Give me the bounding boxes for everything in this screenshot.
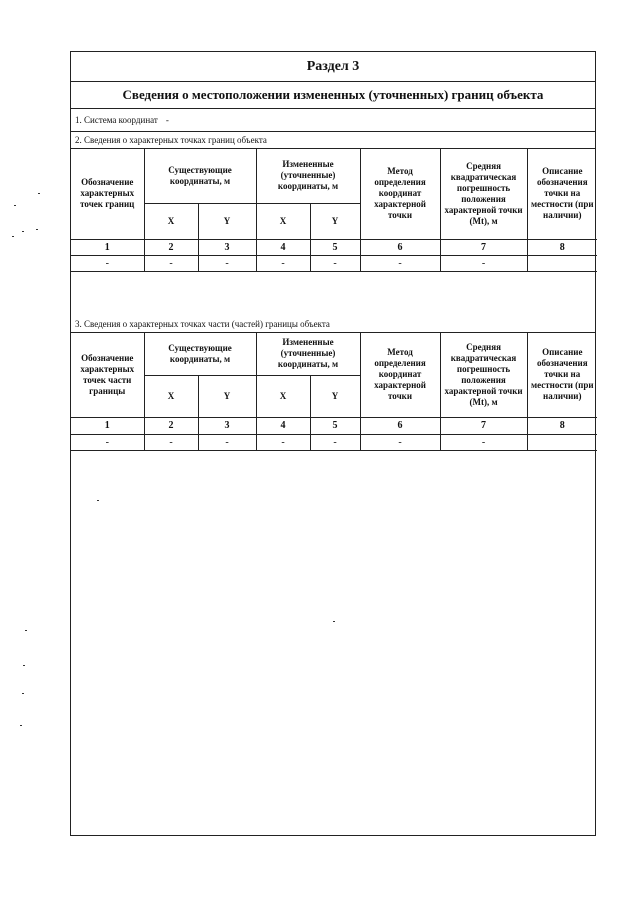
header-description: Описание обозначения точки на местности (при наличии) [527, 149, 597, 239]
column-number: 4 [256, 417, 310, 434]
part2-label: 2. Сведения о характерных точках границ объекта [71, 132, 595, 149]
scan-speck [25, 630, 27, 631]
header-method: Метод определения координат характерной точки [360, 149, 440, 239]
table-cell: - [310, 255, 360, 271]
column-number: 6 [360, 417, 440, 434]
header-y: Y [198, 203, 256, 239]
table-cell: - [144, 255, 198, 271]
header-point-designation: Обозначение характерных точек границ [71, 149, 144, 239]
column-number: 5 [310, 239, 360, 255]
header-existing-coordinates: Существующие координаты, м [144, 333, 256, 375]
column-number: 1 [71, 417, 144, 434]
header-changed-coordinates: Измененные (уточненные) координаты, м [256, 333, 360, 375]
column-number: 4 [256, 239, 310, 255]
column-number-row [71, 417, 597, 434]
header-y: Y [310, 203, 360, 239]
header-x: X [256, 203, 310, 239]
header-point-designation: Обозначение характерных точек части границы [71, 333, 144, 417]
header-y: Y [310, 375, 360, 417]
scan-speck [12, 236, 14, 237]
table-cell: - [360, 434, 440, 450]
scan-speck [23, 665, 25, 666]
column-number: 7 [440, 239, 527, 255]
table-cell: - [71, 434, 144, 450]
table-cell: - [71, 255, 144, 271]
table-cell: - [256, 434, 310, 450]
column-number: 8 [527, 239, 597, 255]
table-cell: - [440, 255, 527, 271]
header-x: X [144, 375, 198, 417]
header-description: Описание обозначения точки на местности (при наличии) [527, 333, 597, 417]
scan-speck [14, 205, 16, 206]
coordinate-system-value: - [165, 115, 169, 125]
table-cell: - [198, 434, 256, 450]
table-cell: - [360, 255, 440, 271]
document-frame [70, 51, 596, 836]
table-header-row [71, 149, 597, 203]
header-x: X [144, 203, 198, 239]
coordinate-system-row [71, 109, 595, 132]
column-number-row [71, 239, 597, 255]
section-subtitle: Сведения о местоположении измененных (уточненных) границ объекта [71, 82, 595, 109]
header-changed-coordinates: Измененные (уточненные) координаты, м [256, 149, 360, 203]
table-cell: - [310, 434, 360, 450]
part2-table [71, 149, 597, 272]
table-row [71, 434, 597, 450]
header-y: Y [198, 375, 256, 417]
scan-speck [38, 193, 40, 194]
scan-speck [36, 229, 38, 230]
column-number: 1 [71, 239, 144, 255]
table-cell: - [256, 255, 310, 271]
coordinate-system-label: 1. Система координат [75, 115, 158, 125]
column-number: 8 [527, 417, 597, 434]
column-number: 5 [310, 417, 360, 434]
scan-speck [20, 725, 22, 726]
scan-speck [22, 693, 24, 694]
table-cell [527, 434, 597, 450]
column-number: 3 [198, 239, 256, 255]
column-number: 7 [440, 417, 527, 434]
table-header-row [71, 333, 597, 375]
table-cell: - [198, 255, 256, 271]
header-x: X [256, 375, 310, 417]
table-cell [527, 255, 597, 271]
table-cell: - [144, 434, 198, 450]
header-error: Средняя квадратическая погрешность положения характерной точки (Mt), м [440, 333, 527, 417]
column-number: 2 [144, 417, 198, 434]
column-number: 2 [144, 239, 198, 255]
header-error: Средняя квадратическая погрешность положения характерной точки (Mt), м [440, 149, 527, 239]
section-title: Раздел 3 [71, 52, 595, 82]
part3-table [71, 333, 597, 451]
table-cell: - [440, 434, 527, 450]
scan-speck [22, 231, 24, 232]
column-number: 3 [198, 417, 256, 434]
column-number: 6 [360, 239, 440, 255]
header-existing-coordinates: Существующие координаты, м [144, 149, 256, 203]
part3-label: 3. Сведения о характерных точках части (частей) границы объекта [71, 316, 595, 333]
header-method: Метод определения координат характерной точки [360, 333, 440, 417]
table-row [71, 255, 597, 271]
